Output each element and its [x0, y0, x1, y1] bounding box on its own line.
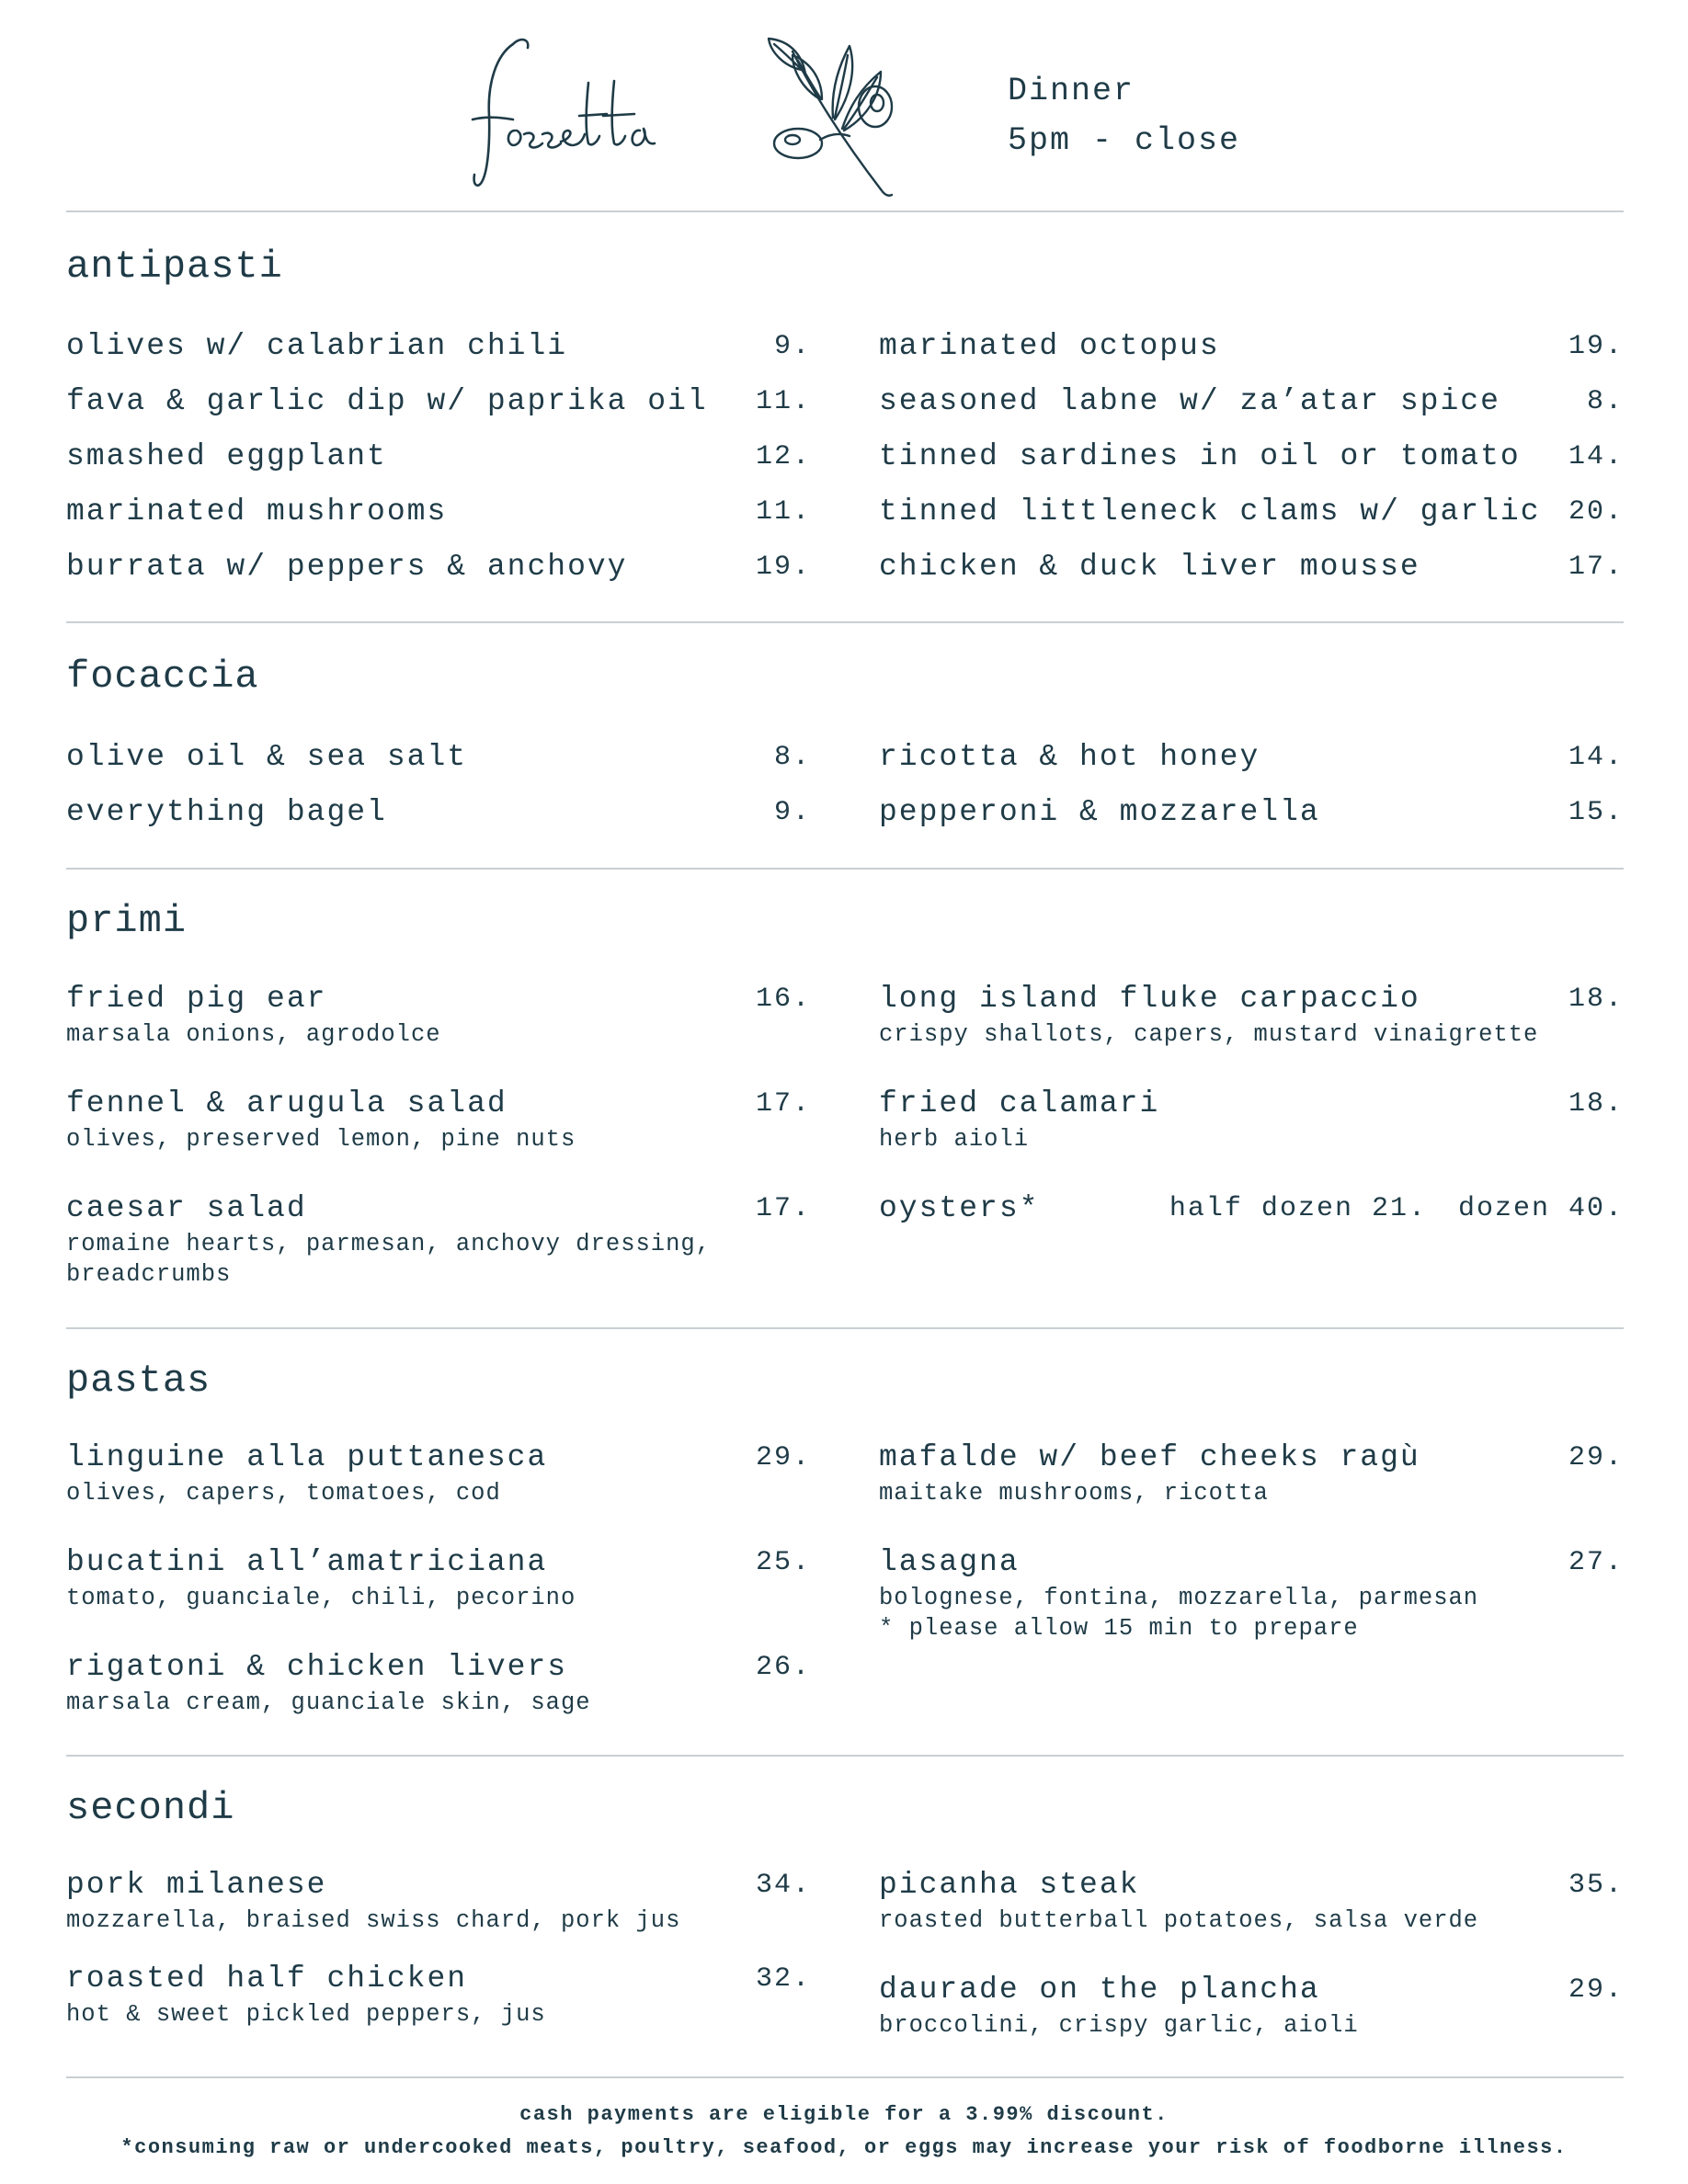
divider [66, 868, 1624, 870]
menu-item [66, 981, 811, 1050]
menu-item [879, 794, 1624, 831]
item-name: everything bagel [66, 795, 387, 829]
item-price: 29. [755, 1442, 811, 1473]
item-name: marinated octopus [879, 329, 1220, 363]
item-description: maitake mushrooms, ricotta [879, 1480, 1269, 1507]
half-dozen-price: half dozen 21. [1169, 1193, 1427, 1224]
item-description: marsala onions, agrodolce [66, 1021, 441, 1048]
menu-item [66, 1544, 811, 1613]
menu-item [66, 494, 811, 530]
item-name: burrata w/ peppers & anchovy [66, 550, 628, 584]
section-title-secondi: secondi [66, 1786, 235, 1830]
item-name: chicken & duck liver mousse [879, 550, 1420, 584]
oyster-prices [1138, 1190, 1624, 1227]
item-price: 14. [1568, 441, 1624, 472]
menu-item [66, 383, 811, 420]
menu-item-oysters [879, 1190, 1624, 1227]
item-name: tinned littleneck clams w/ garlic [879, 495, 1541, 529]
item-name: marinated mushrooms [66, 495, 448, 529]
divider [66, 2076, 1624, 2078]
menu-item [879, 1867, 1624, 1936]
item-price: 25. [755, 1547, 811, 1578]
item-price: 34. [755, 1870, 811, 1901]
item-name: long island fluke carpaccio [879, 982, 1420, 1016]
item-description: herb aioli [879, 1126, 1030, 1153]
item-name: tinned sardines in oil or tomato [879, 439, 1521, 473]
item-price: 9. [773, 331, 811, 362]
menu-item [66, 794, 811, 831]
item-description: olives, capers, tomatoes, cod [66, 1480, 501, 1507]
divider [66, 210, 1624, 212]
divider [66, 1755, 1624, 1757]
item-name: smashed eggplant [66, 439, 387, 473]
item-price: 26. [755, 1652, 811, 1683]
item-name: rigatoni & chicken livers [66, 1650, 568, 1684]
item-price: 18. [1568, 1088, 1624, 1120]
section-title-primi: primi [66, 899, 188, 943]
menu-item [66, 739, 811, 776]
item-price: 27. [1568, 1547, 1624, 1578]
menu-item [879, 383, 1624, 420]
item-description: broccolini, crispy garlic, aioli [879, 2012, 1359, 2039]
menu-item [879, 328, 1624, 365]
section-title-focaccia: focaccia [66, 654, 259, 699]
divider [66, 1327, 1624, 1329]
item-description: crispy shallots, capers, mustard vinaigrette [879, 1021, 1539, 1048]
item-name: roasted half chicken [66, 1962, 468, 1996]
item-price: 17. [755, 1088, 811, 1120]
item-name: caesar salad [66, 1191, 307, 1225]
menu-item [66, 438, 811, 475]
menu-item [879, 981, 1624, 1050]
olive-branch-icon [765, 33, 903, 199]
menu-item [66, 549, 811, 586]
item-price: 15. [1568, 797, 1624, 828]
menu-item [66, 1649, 811, 1718]
item-name: fried calamari [879, 1086, 1160, 1120]
item-price: 8. [773, 742, 811, 773]
menu-item [879, 549, 1624, 586]
menu-item [879, 1439, 1624, 1508]
item-name: linguine alla puttanesca [66, 1440, 548, 1474]
menu-item [879, 438, 1624, 475]
item-name: fennel & arugula salad [66, 1086, 508, 1120]
item-description: olives, preserved lemon, pine nuts [66, 1126, 576, 1153]
service-hours: 5pm - close [1008, 122, 1241, 159]
item-price: 32. [755, 1963, 811, 1995]
item-price: 16. [755, 984, 811, 1015]
menu-item [66, 328, 811, 365]
menu-item [879, 494, 1624, 530]
item-name: pepperoni & mozzarella [879, 795, 1320, 829]
menu-header [0, 0, 1688, 211]
cash-discount-note: cash payments are eligible for a 3.99% discount. [519, 2103, 1169, 2126]
item-price: 35. [1568, 1870, 1624, 1901]
item-price: 19. [1568, 331, 1624, 362]
item-name: olive oil & sea salt [66, 740, 468, 774]
menu-item [66, 1190, 811, 1290]
item-price: 12. [755, 441, 811, 472]
item-name: oysters* [879, 1191, 1040, 1225]
item-price: 11. [755, 496, 811, 528]
item-price: 11. [755, 386, 811, 417]
item-name: seasoned labne w/ za’atar spice [879, 384, 1500, 418]
item-name: fried pig ear [66, 982, 327, 1016]
item-name: fava & garlic dip w/ paprika oil [66, 384, 708, 418]
item-name: ricotta & hot honey [879, 740, 1260, 774]
item-price: 9. [773, 797, 811, 828]
service-info [1008, 66, 1240, 165]
item-name: olives w/ calabrian chili [66, 329, 568, 363]
item-description: romaine hearts, parmesan, anchovy dressing, breadcrumbs [66, 1231, 712, 1288]
item-price: 18. [1568, 984, 1624, 1015]
service-name: Dinner [1008, 73, 1135, 109]
item-description: mozzarella, braised swiss chard, pork jus [66, 1907, 681, 1934]
item-price: 29. [1568, 1442, 1624, 1473]
item-description: marsala cream, guanciale skin, sage [66, 1689, 591, 1716]
fossetta-logo [460, 28, 671, 193]
divider [66, 621, 1624, 623]
item-description: tomato, guanciale, chili, pecorino [66, 1585, 576, 1611]
menu-item [879, 739, 1624, 776]
item-name: pork milanese [66, 1868, 327, 1902]
item-name: daurade on the plancha [879, 1973, 1320, 2007]
menu-item [66, 1439, 811, 1508]
item-name: lasagna [879, 1545, 1020, 1579]
item-name: mafalde w/ beef cheeks ragù [879, 1440, 1420, 1474]
menu-item [66, 1867, 811, 1936]
item-price: 8. [1586, 386, 1624, 417]
item-price: 19. [755, 552, 811, 583]
item-price: 20. [1568, 496, 1624, 528]
menu-item [879, 1544, 1624, 1644]
item-price: 17. [1568, 552, 1624, 583]
item-name: picanha steak [879, 1868, 1140, 1902]
dozen-price: dozen 40. [1457, 1193, 1624, 1224]
item-price: 17. [755, 1193, 811, 1224]
item-price: 29. [1568, 1974, 1624, 2006]
item-description: roasted butterball potatoes, salsa verde [879, 1907, 1479, 1934]
health-warning: *consuming raw or undercooked meats, poultry, seafood, or eggs may increase your risk of foodborne illness. [120, 2136, 1568, 2159]
section-title-pastas: pastas [66, 1359, 211, 1403]
menu-item [66, 1961, 811, 2030]
menu-item [879, 1972, 1624, 2041]
item-description: bolognese, fontina, mozzarella, parmesan [879, 1585, 1479, 1611]
item-price: 14. [1568, 742, 1624, 773]
item-description: hot & sweet pickled peppers, jus [66, 2001, 546, 2028]
item-name: bucatini all’amatriciana [66, 1545, 548, 1579]
menu-item [879, 1086, 1624, 1155]
menu-item [66, 1086, 811, 1155]
item-note: * please allow 15 min to prepare [879, 1615, 1359, 1642]
section-title-antipasti: antipasti [66, 245, 283, 289]
